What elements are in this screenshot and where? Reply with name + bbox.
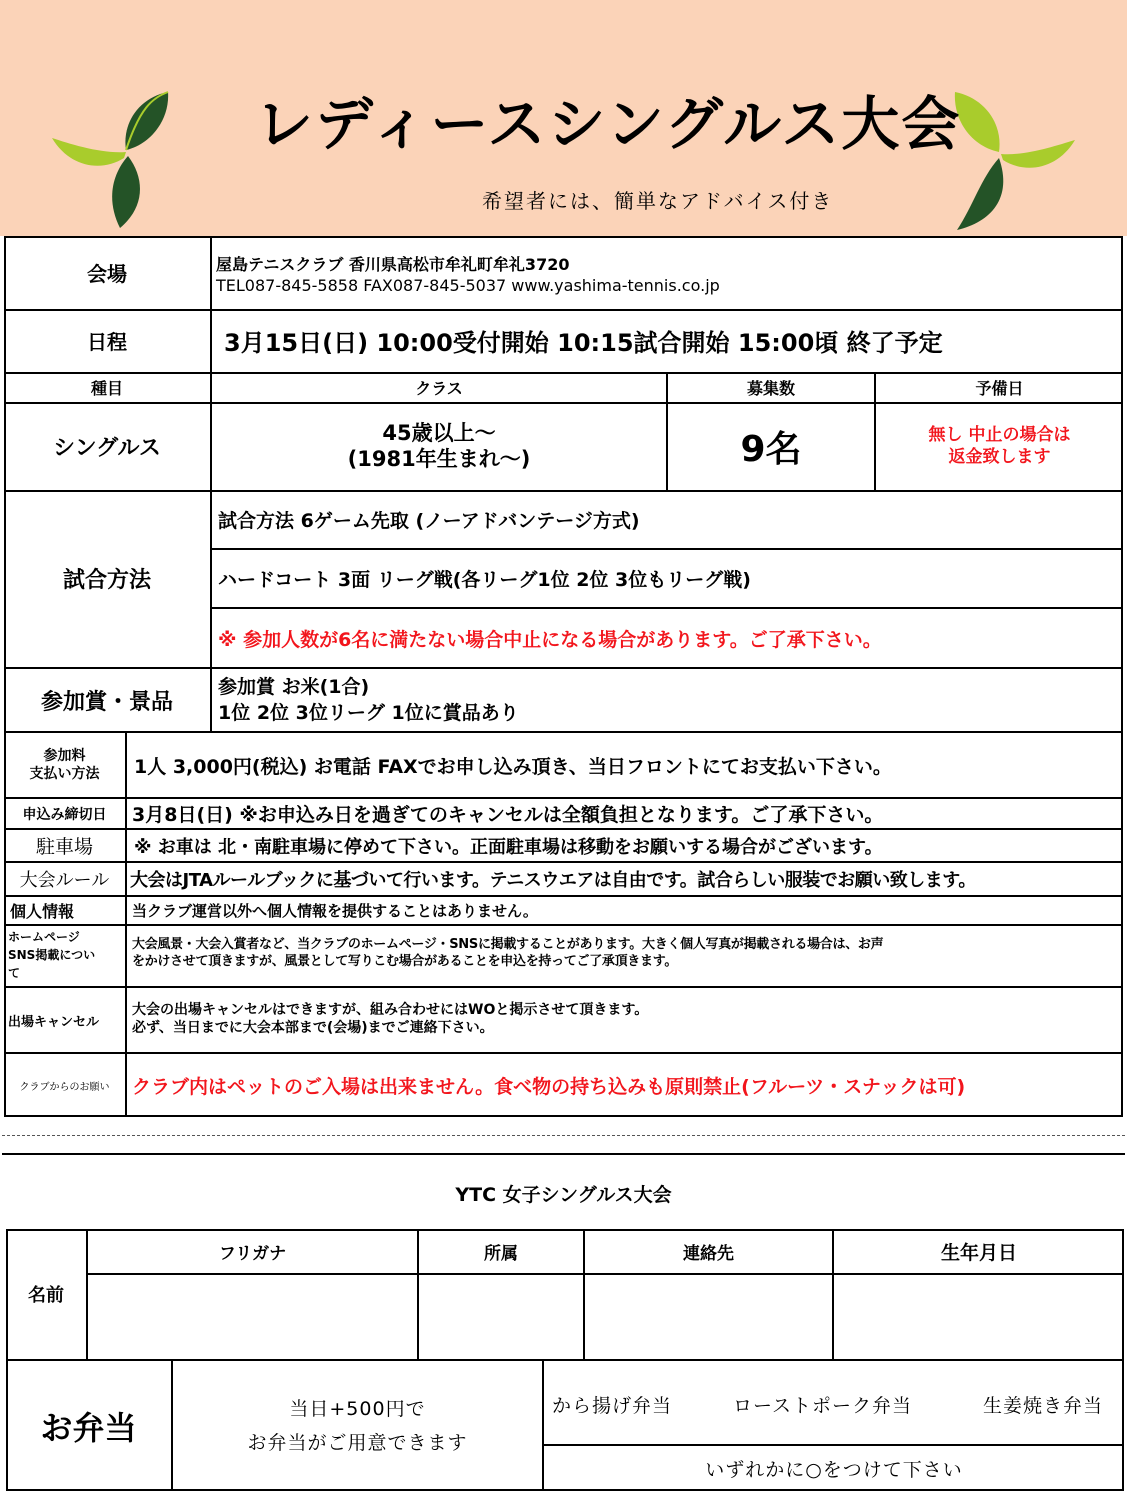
- col-class-header: クラス: [415, 378, 463, 398]
- fee-value: 1人 3,000円(税込) お電話 FAXでお申し込み頂き、当日フロントにてお支払い下さい。: [134, 755, 892, 778]
- parking-label: 駐車場: [35, 836, 93, 858]
- col-event-header: 種目: [90, 378, 123, 398]
- rules-label: 大会ルール: [19, 870, 110, 891]
- match-method-notice: ※ 参加人数が6名に満たない場合中止になる場合があります。ご了承下さい。: [218, 628, 882, 651]
- event-reserve: 無し 中止の場合は 返金致します: [928, 425, 1071, 467]
- parking-value: ※ お車は 北・南駐車場に停めて下さい。正面駐車場は移動をお願いする場合がございます。: [134, 836, 883, 858]
- page-title: レディースシングルス大会: [255, 90, 962, 158]
- contact-field[interactable]: [585, 1275, 832, 1359]
- col-contact: 連絡先: [683, 1243, 734, 1264]
- page-subtitle: 希望者には、簡単なアドバイス付き: [482, 189, 834, 213]
- request-label: クラブからのお願い: [19, 1082, 110, 1093]
- form-top-rule: [2, 1153, 1125, 1155]
- privacy-label: 個人情報: [10, 902, 75, 921]
- match-method-line1: 試合方法 6ゲーム先取 (ノーアドバンテージ方式): [218, 509, 640, 532]
- privacy-value: 当クラブ運営以外へ個人情報を提供することはありません。: [132, 902, 538, 920]
- bento-note: いずれかに○をつけて下さい: [705, 1459, 963, 1481]
- match-method-line2: ハードコート 3面 リーグ戦(各リーグ1位 2位 3位もリーグ戦): [218, 569, 751, 591]
- homepage-label: ホームページ SNS掲載につい て: [8, 930, 96, 980]
- venue-label: 会場: [87, 262, 127, 286]
- bento-label: お弁当: [40, 1409, 137, 1447]
- name-label: 名前: [28, 1285, 64, 1306]
- birthdate-field[interactable]: [834, 1275, 1124, 1359]
- cancel-value: 大会の出場キャンセルはできますが、組み合わせにはWOと掲示させて頂きます。 必ず、当日までに大会本部まで(会場)までご連絡下さい。: [132, 1002, 649, 1036]
- col-birthdate: 生年月日: [940, 1241, 1017, 1264]
- prizes-label: 参加賞・景品: [40, 689, 173, 715]
- form-title: YTC 女子シングルス大会: [455, 1183, 672, 1206]
- fee-label: 参加料 支払い方法: [29, 748, 100, 782]
- event-class: 45歳以上～ (1981年生まれ～): [347, 421, 531, 471]
- venue-address: 屋島テニスクラブ 香川県高松市牟礼町牟礼3720: [216, 255, 570, 274]
- bento-description: 当日+500円で お弁当がご用意できます: [247, 1398, 468, 1454]
- col-capacity-header: 募集数: [746, 378, 795, 398]
- deadline-value: 3月8日(日) ※お申込み日を過ぎてのキャンセルは全額負担となります。ご了承下さい。: [132, 804, 884, 826]
- deadline-label: 申込み締切日: [22, 806, 107, 823]
- furigana-field[interactable]: [88, 1275, 417, 1359]
- affiliation-field[interactable]: [419, 1275, 583, 1359]
- schedule-value: 3月15日(日) 10:00受付開始 10:15試合開始 15:00頃 終了予定: [224, 329, 943, 357]
- col-furigana: フリガナ: [218, 1243, 287, 1264]
- event-capacity: 9名: [740, 428, 802, 470]
- rules-value: 大会はJTAルールブックに基づいて行います。テニスウエアは自由です。試合らしい服装でお願い致します。: [130, 870, 976, 891]
- match-method-label: 試合方法: [62, 568, 151, 593]
- bento-option-shogayaki[interactable]: 生姜焼き弁当: [983, 1395, 1104, 1417]
- homepage-value: 大会風景・大会入賞者など、当クラブのホームページ・SNSに掲載することがあります。大きく個人写真が掲載される場合は、お声 をかけさせて頂きますが、風景として写りこむ場合があることを申込を持ってご了承頂きます。: [132, 937, 884, 969]
- leaf-logo-left: [40, 88, 180, 238]
- venue-contact: TEL087-845-5858 FAX087-845-5037 www.yashima-tennis.co.jp: [216, 276, 720, 295]
- bento-option-karaage[interactable]: から揚げ弁当: [552, 1395, 673, 1417]
- prizes-value: 参加賞 お米(1合) 1位 2位 3位リーグ 1位に賞品あり: [218, 676, 519, 724]
- request-value: クラブ内はペットのご入場は出来ません。食べ物の持ち込みも原則禁止(フルーツ・スナックは可): [132, 1076, 966, 1098]
- leaf-logo-right: [945, 90, 1085, 240]
- col-affiliation: 所属: [484, 1243, 518, 1264]
- event-name: シングルス: [53, 435, 161, 461]
- col-reserve-header: 予備日: [975, 378, 1024, 398]
- cut-line: [2, 1135, 1125, 1136]
- bento-option-roastpork[interactable]: ローストポーク弁当: [733, 1395, 913, 1417]
- cancel-label: 出場キャンセル: [8, 1014, 100, 1030]
- schedule-label: 日程: [87, 330, 127, 354]
